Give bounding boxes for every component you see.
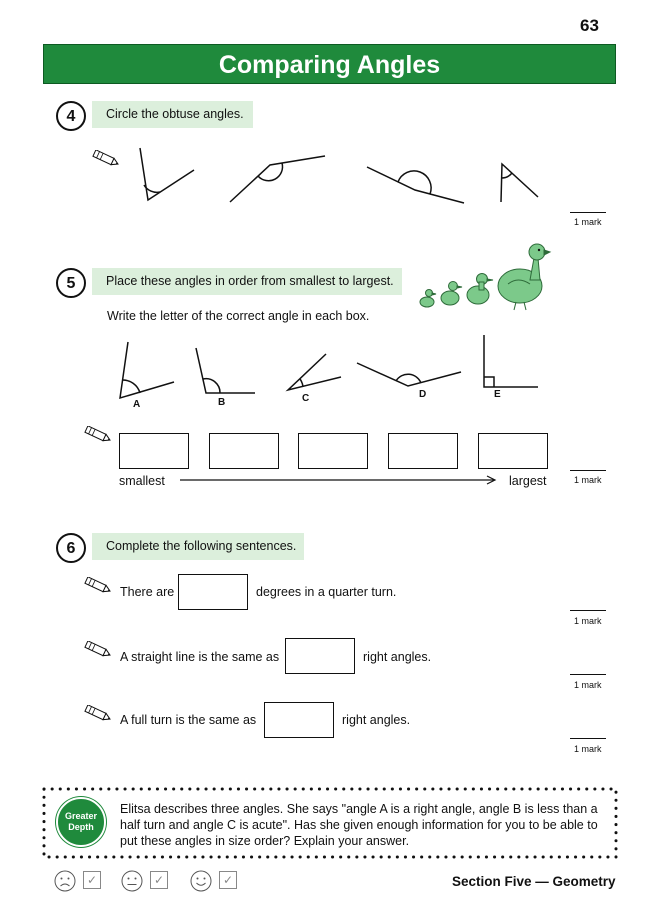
- q4-angle-4: [501, 164, 538, 202]
- q5-mark: 1 mark: [574, 475, 602, 485]
- ducks-illustration: [412, 240, 552, 315]
- order-arrow: [178, 474, 500, 486]
- title-bar: [43, 44, 616, 84]
- q5-smallest-label: smallest: [119, 474, 165, 488]
- q5-answer-box-4[interactable]: [388, 433, 458, 469]
- sad-face-icon[interactable]: [53, 869, 77, 893]
- q5-angles-figure: [110, 330, 550, 410]
- happy-face-icon[interactable]: [189, 869, 213, 893]
- q5-label-c: C: [302, 393, 310, 404]
- q6-sentence-3-after: right angles.: [342, 713, 411, 727]
- q5-label-e: E: [494, 389, 501, 400]
- q6-sentence-1-after: degrees in a quarter turn.: [256, 585, 397, 599]
- q6-mark-line-3: [570, 738, 606, 739]
- q5-answer-box-5[interactable]: [478, 433, 548, 469]
- pencil-icon: [82, 577, 114, 595]
- q5-angle-a: [120, 342, 174, 398]
- q5-label-b: B: [218, 397, 226, 408]
- q6-answer-box-2[interactable]: [285, 638, 355, 674]
- q5-answer-box-1[interactable]: [119, 433, 189, 469]
- q5-largest-label: largest: [509, 474, 547, 488]
- q6-mark-line-1: [570, 610, 606, 611]
- pencil-icon: [82, 426, 114, 444]
- q6-sentence-2-before: A straight line is the same as: [120, 650, 280, 664]
- pencil-icon: [82, 705, 114, 723]
- question-6-number: 6: [56, 533, 86, 563]
- page-title: Comparing Angles: [218, 51, 441, 79]
- q6-mark-1: 1 mark: [574, 616, 602, 626]
- q5-angle-e: [484, 335, 538, 387]
- section-label: Section Five — Geometry: [452, 874, 616, 889]
- tick-box-1[interactable]: ✓: [83, 871, 101, 889]
- question-5-number: 5: [56, 268, 86, 298]
- q6-mark-3: 1 mark: [574, 744, 602, 754]
- tick-box-2[interactable]: ✓: [150, 871, 168, 889]
- tick-box-3[interactable]: ✓: [219, 871, 237, 889]
- question-5-instruction: Place these angles in order from smallest to largest.: [92, 268, 402, 295]
- q6-answer-box-1[interactable]: [178, 574, 248, 610]
- q5-angle-b: [196, 348, 255, 393]
- pencil-icon: [82, 641, 114, 659]
- question-6-instruction: Complete the following sentences.: [92, 533, 304, 560]
- q5-answer-box-2[interactable]: [209, 433, 279, 469]
- q5-angle-d: [357, 363, 461, 386]
- q4-angle-1: [140, 148, 194, 200]
- greater-depth-text: Elitsa describes three angles. She says "angle A is a right angle, angle B is less than a half turn and angle C is acute". Has she given enough information for you to be able to put these angles in size order? Explain your answer.: [120, 802, 598, 848]
- q4-mark-line: [570, 212, 606, 213]
- q5-angle-c: [288, 354, 341, 390]
- question-5-subtext: Write the letter of the correct angle in each box.: [107, 309, 370, 323]
- pencil-icon: [90, 150, 122, 168]
- q5-mark-line: [570, 470, 606, 471]
- question-4-instruction: Circle the obtuse angles.: [92, 101, 253, 128]
- q5-answer-box-3[interactable]: [298, 433, 368, 469]
- q4-mark: 1 mark: [574, 217, 602, 227]
- q6-sentence-2-after: right angles.: [363, 650, 432, 664]
- greater-depth-badge: Greater Depth: [56, 797, 106, 847]
- q5-label-d: D: [419, 389, 427, 400]
- q4-angle-3: [367, 167, 464, 203]
- q4-angle-2: [230, 156, 325, 202]
- q6-sentence-1-before: There are: [120, 585, 175, 599]
- q5-label-a: A: [133, 399, 141, 410]
- page-number: 63: [580, 16, 599, 35]
- q6-mark-line-2: [570, 674, 606, 675]
- neutral-face-icon[interactable]: [120, 869, 144, 893]
- q6-mark-2: 1 mark: [574, 680, 602, 690]
- q6-sentence-3-before: A full turn is the same as: [120, 713, 257, 727]
- question-4-number: 4: [56, 101, 86, 131]
- q6-answer-box-3[interactable]: [264, 702, 334, 738]
- q4-angles-figure: [130, 140, 550, 210]
